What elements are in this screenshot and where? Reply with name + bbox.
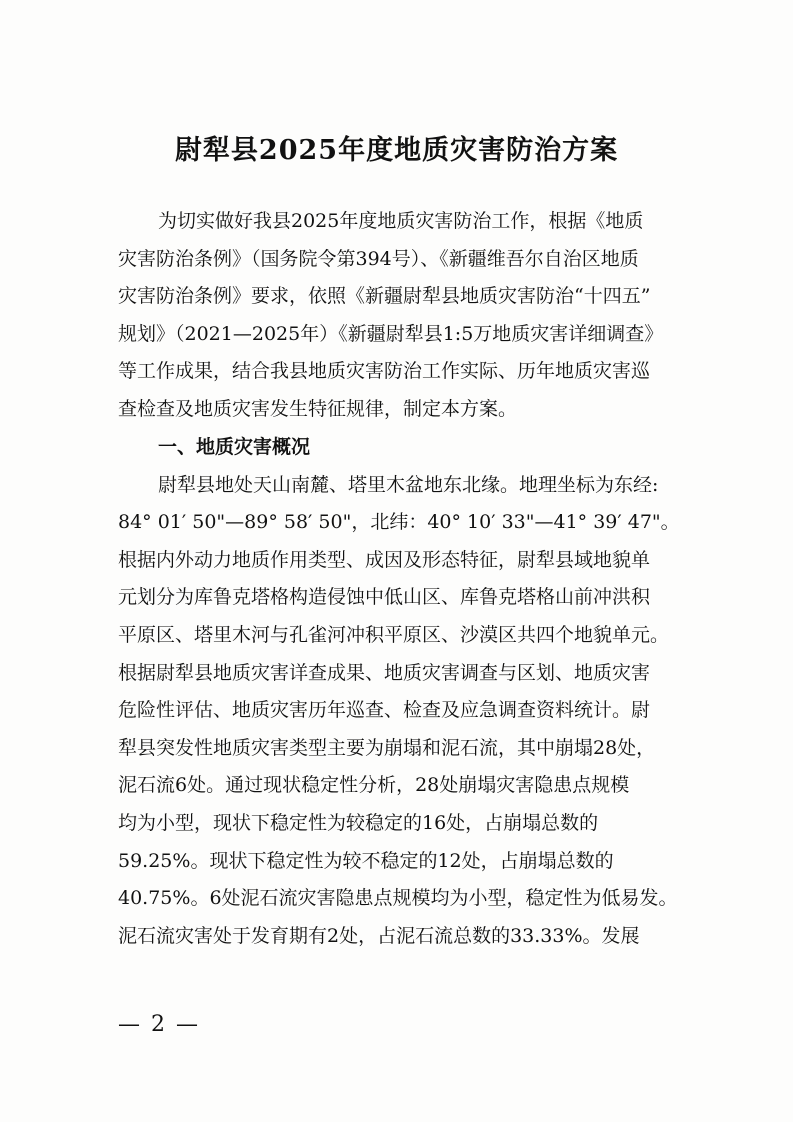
text-line: 查检查及地质灾害发生特征规律，制定本方案。: [118, 397, 518, 420]
text-line: 规划》（2021—2025年）《新疆尉犁县1:5万地质灾害详细调查》: [118, 322, 664, 345]
text-line: 灾害防治条例》（国务院令第394号）、《新疆维吾尔自治区地质: [118, 247, 639, 270]
text-line: 泥石流灾害处于发育期有2处，占泥石流总数的33.33%。发展: [118, 924, 640, 947]
section-heading: 一、地质灾害概况: [158, 436, 311, 458]
text-line: 尉犁县地处天山南麓、塔里木盆地东北缘。地理坐标为东经:: [158, 473, 659, 496]
text-line: 59.25%。现状下稳定性为较不稳定的12处，占崩塌总数的: [118, 849, 614, 872]
intro-paragraph: [118, 203, 688, 429]
text-line: 根据尉犁县地质灾害详查成果、地质灾害调查与区划、地质灾害: [118, 661, 651, 684]
text-line: 灾害防治条例》要求，依照《新疆尉犁县地质灾害防治“十四五”: [118, 285, 651, 308]
text-line: 元划分为库鲁克塔格构造侵蚀中低山区、库鲁克塔格山前冲洪积: [118, 586, 651, 609]
text-line: 危险性评估、地质灾害历年巡查、检查及应急调查资料统计。尉: [118, 699, 651, 722]
text-line: 根据内外动力地质作用类型、成因及形态特征，尉犁县域地貌单: [118, 548, 651, 571]
text-line: 84° 01′ 50"—89° 58′ 50"，北纬：40° 10′ 33"—41° 39′ 47"。: [118, 511, 680, 534]
text-line: 等工作成果，结合我县地质灾害防治工作实际、历年地质灾害巡: [118, 360, 651, 383]
text-line: 为切实做好我县2025年度地质灾害防治工作，根据《地质: [158, 210, 644, 232]
text-line: 泥石流6处。通过现状稳定性分析，28处崩塌灾害隐患点规模: [118, 774, 630, 797]
document-title: 尉犁县2025年度地质灾害防治方案: [174, 135, 619, 166]
text-line: 40.75%。6处泥石流灾害隐患点规模均为小型，稳定性为低易发。: [118, 887, 678, 910]
section-one: [118, 429, 688, 955]
page-number: — 2 —: [118, 1012, 200, 1037]
text-line: 平原区、塔里木河与孔雀河冲积平原区、沙漠区共四个地貌单元。: [118, 623, 670, 646]
text-line: 犁县突发性地质灾害类型主要为崩塌和泥石流，其中崩塌28处，: [118, 736, 656, 759]
text-line: 均为小型，现状下稳定性为较稳定的16处，占崩塌总数的: [118, 811, 599, 834]
